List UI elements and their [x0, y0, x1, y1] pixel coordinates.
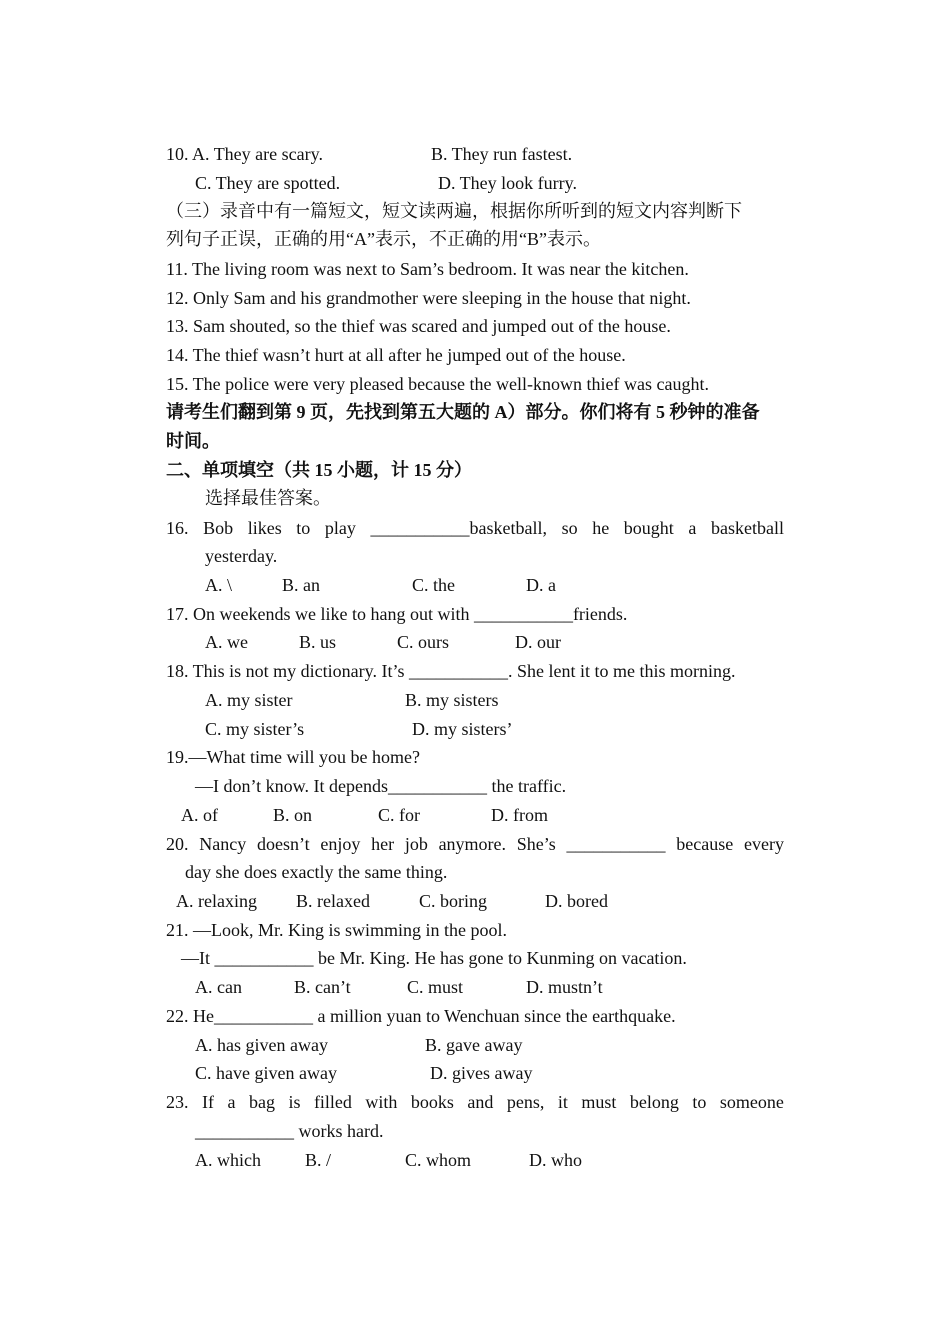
q16-word: so [561, 518, 578, 538]
q16-word: play [324, 518, 356, 538]
q20-word: ___________ [566, 834, 666, 854]
q16-option-b: B. an [282, 575, 320, 595]
q16-stem-line2: yesterday. [205, 546, 278, 566]
q22-option-c: C. have given away [195, 1063, 337, 1083]
q23-word: books [410, 1092, 454, 1112]
q22-stem: 22. He___________ a million yuan to Wenchuan since the earthquake. [166, 1006, 676, 1026]
q20-word: She’s [516, 834, 556, 854]
part2-instruction: 选择最佳答案。 [205, 488, 331, 508]
q17-option-c: C. ours [397, 632, 450, 652]
q16-word: he [592, 518, 610, 538]
q16-option-d: D. a [526, 575, 556, 595]
q17-stem: 17. On weekends we like to hang out with ___________friends. [166, 604, 628, 624]
q20-word: because [676, 834, 734, 854]
q23-word: bag [248, 1092, 275, 1112]
q16-stem-line1 [166, 516, 784, 540]
q20-word: every [743, 834, 784, 854]
q10-option-c: C. They are spotted. [195, 173, 341, 193]
q23-option-c: C. whom [405, 1150, 472, 1170]
q20-word: job [404, 834, 428, 854]
q19-option-a: A. of [181, 805, 218, 825]
q23-word: filled [313, 1092, 352, 1112]
statement-15: 15. The police were very pleased because the well-known thief was caught. [166, 374, 709, 394]
q23-word: to [692, 1092, 707, 1112]
q23-word: and [467, 1092, 494, 1112]
q18-option-c: C. my sister’s [205, 719, 305, 739]
notice-line1: 请考生们翻到第 9 页，先找到第五大题的 A）部分。你们将有 5 秒钟的准备 [166, 402, 760, 422]
part2-heading: 二、单项填空（共 15 小题，计 15 分） [166, 460, 472, 480]
q10-option-b: B. They run fastest. [431, 144, 573, 164]
q20-option-b: B. relaxed [296, 891, 370, 911]
q19-stem: 19.—What time will you be home? [166, 747, 420, 767]
q16-option-a: A. \ [205, 575, 232, 595]
q19-option-d: D. from [491, 805, 548, 825]
q20-stem-line2: day she does exactly the same thing. [185, 862, 448, 882]
q23-word: 23. [166, 1092, 189, 1112]
statement-11: 11. The living room was next to Sam’s bedroom. It was near the kitchen. [166, 259, 689, 279]
q18-option-a: A. my sister [205, 690, 293, 710]
q10-option-d: D. They look furry. [438, 173, 577, 193]
statement-13: 13. Sam shouted, so the thief was scared and jumped out of the house. [166, 316, 671, 336]
q16-word: Bob [203, 518, 234, 538]
q23-option-b: B. / [305, 1150, 332, 1170]
q21-option-a: A. can [195, 977, 242, 997]
section3-instruction-line2: 列句子正误，正确的用“A”表示，不正确的用“B”表示。 [166, 229, 601, 249]
q16-word: 16. [166, 518, 189, 538]
q21-stem-line2: —It ___________ be Mr. King. He has gone to Kunming on vacation. [181, 948, 687, 968]
q20-word: her [371, 834, 395, 854]
q16-word: ___________basketball, [370, 518, 547, 538]
q23-word: is [288, 1092, 301, 1112]
q23-stem-line2: ___________ works hard. [195, 1121, 384, 1141]
q20-word: doesn’t [256, 834, 310, 854]
q20-option-d: D. bored [545, 891, 608, 911]
q20-word: Nancy [199, 834, 247, 854]
q21-option-d: D. mustn’t [526, 977, 603, 997]
q23-word: pens, [506, 1092, 545, 1112]
q23-word: belong [629, 1092, 679, 1112]
notice-line2: 时间。 [166, 431, 220, 451]
q21-option-b: B. can’t [294, 977, 351, 997]
q23-word: with [365, 1092, 398, 1112]
q16-word: to [296, 518, 311, 538]
q23-option-d: D. who [529, 1150, 582, 1170]
q17-option-a: A. we [205, 632, 248, 652]
statement-14: 14. The thief wasn’t hurt at all after he jumped out of the house. [166, 345, 626, 365]
q10-number: 10. [166, 144, 189, 164]
q20-word: enjoy [320, 834, 361, 854]
q23-word: it [557, 1092, 568, 1112]
q19-stem-line2: —I don’t know. It depends___________ the traffic. [195, 776, 567, 796]
q16-word: bought [623, 518, 674, 538]
q22-option-a: A. has given away [195, 1035, 328, 1055]
q16-option-c: C. the [412, 575, 455, 595]
q23-word: If [201, 1092, 214, 1112]
q21-stem: 21. —Look, Mr. King is swimming in the pool. [166, 920, 508, 940]
q20-stem-line1 [166, 832, 784, 856]
q20-option-c: C. boring [419, 891, 488, 911]
q16-word: basketball [710, 518, 784, 538]
q22-option-d: D. gives away [430, 1063, 533, 1083]
q20-word: 20. [166, 834, 189, 854]
q17-option-d: D. our [515, 632, 561, 652]
q23-option-a: A. which [195, 1150, 261, 1170]
q18-option-d: D. my sisters’ [412, 719, 513, 739]
q18-option-b: B. my sisters [405, 690, 499, 710]
statement-12: 12. Only Sam and his grandmother were sleeping in the house that night. [166, 288, 691, 308]
q10-line1 [166, 142, 323, 166]
q20-word: anymore. [438, 834, 507, 854]
q23-word: a [227, 1092, 236, 1112]
q23-word: must [581, 1092, 617, 1112]
q17-option-b: B. us [299, 632, 337, 652]
q22-option-b: B. gave away [425, 1035, 523, 1055]
q10-option-a: A. They are scary. [192, 144, 323, 164]
q20-option-a: A. relaxing [176, 891, 257, 911]
q16-word: a [688, 518, 697, 538]
q21-option-c: C. must [407, 977, 464, 997]
q19-option-c: C. for [378, 805, 420, 825]
q16-word: likes [247, 518, 282, 538]
q23-stem-line1 [166, 1090, 784, 1114]
q23-word: someone [719, 1092, 784, 1112]
section3-instruction-line1: （三）录音中有一篇短文，短文读两遍，根据你所听到的短文内容判断下 [166, 201, 742, 221]
q18-stem: 18. This is not my dictionary. It’s ___________. She lent it to me this morning. [166, 661, 736, 681]
q19-option-b: B. on [273, 805, 313, 825]
